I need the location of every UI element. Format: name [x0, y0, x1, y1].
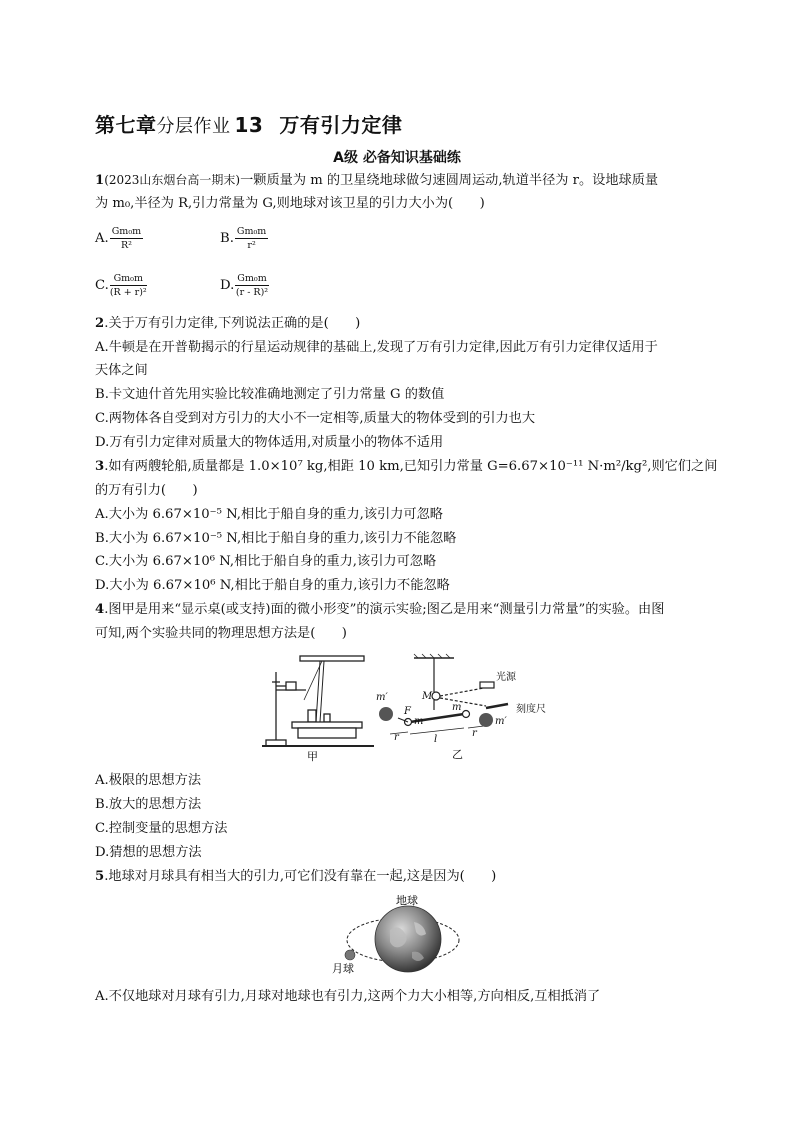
small-ball-right: [463, 711, 470, 718]
figure-yi: [374, 652, 574, 762]
label-light-source: 光源: [496, 672, 516, 683]
q3-option-b: B.大小为 6.67×10⁻⁵ N,相比于船自身的重力,该引力不能忽略: [95, 531, 457, 546]
q2-option-b: B.卡文迪什首先用实验比较准确地测定了引力常量 G 的数值: [95, 387, 445, 402]
q4-option-a: A.极限的思想方法: [95, 773, 202, 788]
q2-option-d: D.万有引力定律对质量大的物体适用,对质量小的物体不适用: [95, 435, 444, 450]
svg-text:r: r: [472, 728, 477, 739]
light-source: [480, 682, 494, 688]
q2-stem: 2.关于万有引力定律,下列说法正确的是( ): [95, 316, 361, 331]
q3-stem-line1: 3.如有两艘轮船,质量都是 1.0×10⁷ kg,相距 10 km,已知引力常量 G=6.67×10⁻¹¹ N·m²/kg²,则它们之间: [95, 459, 718, 474]
q3-option-c: C.大小为 6.67×10⁶ N,相比于船自身的重力,该引力可忽略: [95, 554, 437, 569]
q4-option-d: D.猜想的思想方法: [95, 845, 202, 860]
q1-option-c: C. $\frac{\text{Gm₀m}}{\text{(R + r)²}}$: [95, 273, 147, 298]
svg-text:F: F: [404, 706, 411, 717]
label-moon: 月球: [332, 962, 354, 975]
q5-option-a: A.不仅地球对月球有引力,月球对地球也有引力,这两个力大小相等,方向相反,互相抵消了: [95, 989, 601, 1004]
q4-stem-line2: 可知,两个实验共同的物理思想方法是( ): [95, 626, 347, 641]
label-jia: 甲: [307, 750, 318, 762]
svg-text:m′: m′: [495, 716, 507, 727]
figure-jia: [262, 650, 377, 762]
chapter-label: 第七章: [95, 113, 157, 137]
q3-option-d: D.大小为 6.67×10⁶ N,相比于船自身的重力,该引力不能忽略: [95, 578, 450, 593]
q1-option-b: B. $\frac{\text{Gm₀m}}{\text{r²}}$: [220, 226, 267, 251]
q1-stem-line1: 一颗质量为 m 的卫星绕地球做匀速圆周运动,轨道半径为 r。设地球质量: [240, 173, 659, 188]
assignment-label: 分层作业: [156, 116, 231, 137]
svg-text:m: m: [452, 702, 462, 713]
mirror-top: [300, 656, 364, 661]
svg-text:m′: m′: [376, 692, 388, 703]
big-ball-left: [379, 707, 393, 721]
q2-option-c: C.两物体各自受到对方引力的大小不一定相等,质量大的物体受到的引力也大: [95, 411, 536, 426]
q1-number: 1: [95, 173, 105, 188]
q1-source: (2023山东烟台高一期末): [104, 173, 241, 187]
q4-option-c: C.控制变量的思想方法: [95, 821, 228, 836]
q1-line1: [95, 171, 658, 190]
q1-option-a: A. $\frac{\text{Gm₀m}}{\text{R²}}$: [95, 226, 142, 251]
svg-text:m: m: [414, 716, 424, 727]
moon: [345, 950, 355, 960]
topic-label: 万有引力定律: [279, 113, 403, 137]
svg-text:r: r: [394, 732, 399, 743]
q5-stem: 5.地球对月球具有相当大的引力,可它们没有靠在一起,这是因为( ): [95, 869, 497, 884]
q3-option-a: A.大小为 6.67×10⁻⁵ N,相比于船自身的重力,该引力可忽略: [95, 507, 443, 522]
assignment-number: 13: [234, 113, 264, 137]
page-title: [95, 109, 402, 138]
q1-option-d: D. $\frac{\text{Gm₀m}}{\text{(r - R)²}}$: [220, 273, 269, 298]
q2-option-a-line2: 天体之间: [95, 363, 148, 378]
q4-option-b: B.放大的思想方法: [95, 797, 202, 812]
label-yi: 乙: [452, 748, 463, 761]
q2-option-a-line1: A.牛顿是在开普勒揭示的行星运动规律的基础上,发现了万有引力定律,因此万有引力定律仅适用于: [95, 340, 658, 355]
label-earth: 地球: [396, 894, 418, 907]
q1-stem-line2: 为 m₀,半径为 R,引力常量为 G,则地球对该卫星的引力大小为( ): [95, 196, 485, 211]
ruler: [486, 704, 508, 708]
label-ruler: 刻度尺: [516, 704, 546, 715]
figure-earth-moon: [328, 892, 468, 982]
big-ball-right: [479, 713, 493, 727]
section-title: A级 必备知识基础练: [333, 150, 461, 166]
mirror-M: [432, 692, 440, 700]
svg-text:M: M: [422, 691, 433, 702]
svg-text:l: l: [434, 734, 438, 745]
q3-stem-line2: 的万有引力( ): [95, 483, 198, 498]
q4-stem-line1: 4.图甲是用来“显示桌(或支持)面的微小形变”的演示实验;图乙是用来“测量引力常量”的实验。由图: [95, 602, 665, 617]
earth: [375, 906, 441, 972]
